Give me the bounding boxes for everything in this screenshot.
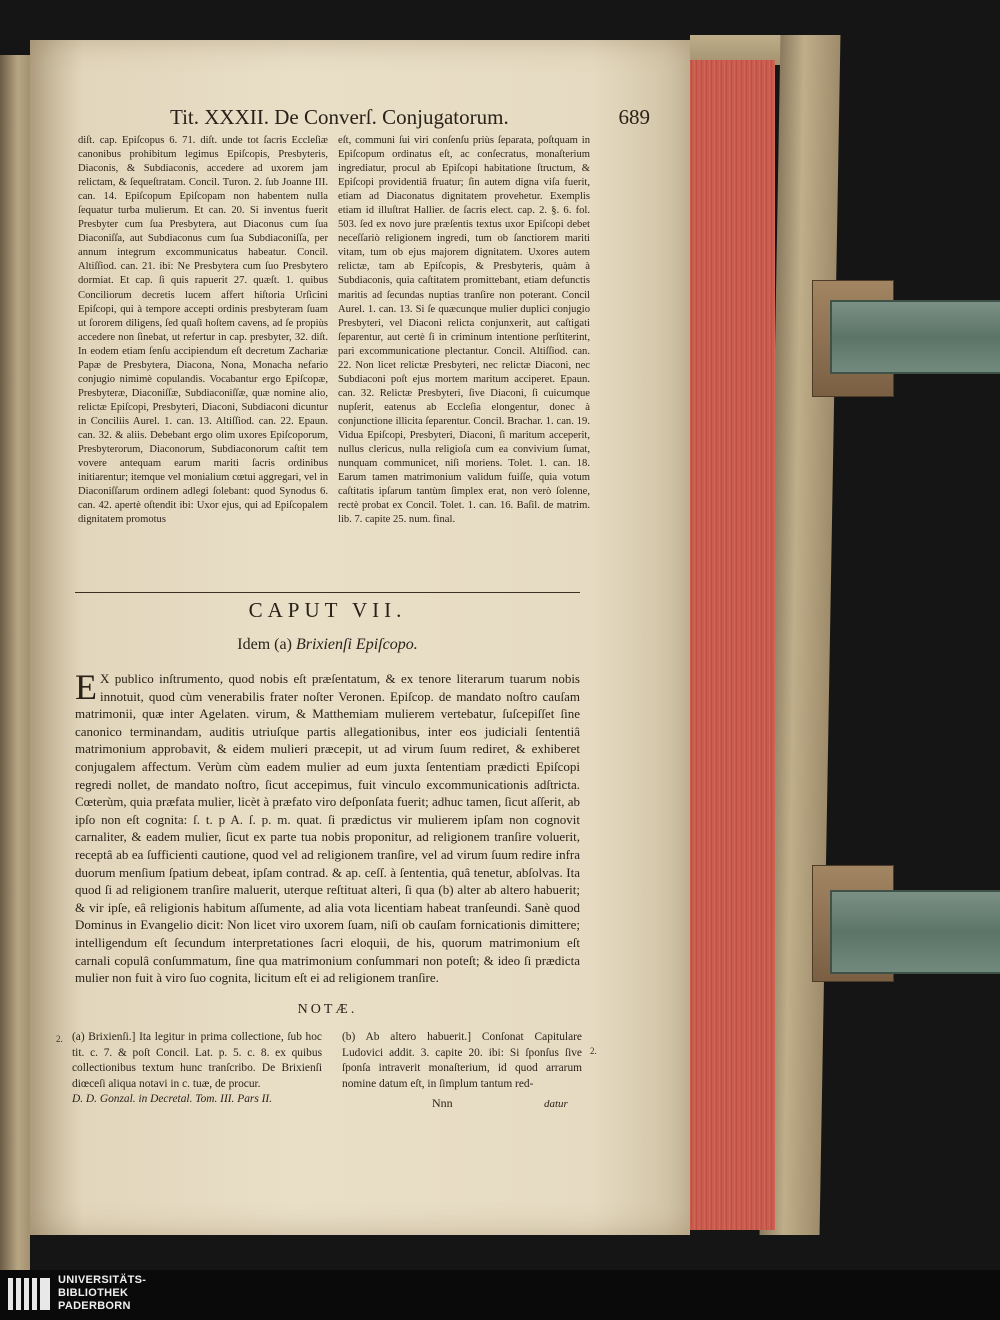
running-title: Tit. XXXII. De Converſ. Conjugatorum. xyxy=(170,105,509,129)
signature-mark: Nnn xyxy=(432,1096,453,1110)
clasp-top-icon xyxy=(830,300,1000,374)
note-b: (b) Ab altero habuerit.] Conſonat Capitulare Ludovici addit. 3. capite 20. ibi: Si ſponſus ſive ſponſa intraverit monaſterium, id quod arrarum nomine datum eſt, in ſimplum tantum red- xyxy=(342,1031,582,1090)
running-header xyxy=(170,105,650,133)
library-name-line2: BIBLIOTHEK xyxy=(58,1287,129,1299)
library-name xyxy=(58,1274,146,1313)
catchword: datur xyxy=(544,1098,568,1110)
page-number: 689 xyxy=(618,105,650,129)
subheading-prefix: Idem (a) xyxy=(237,636,292,653)
left-column-text: diſt. cap. Epiſcopus 6. 71. diſt. unde tot ſacris Eccleſiæ canonibus prohibitum legimus Epiſcopis, Presbyteris, Diaconis, & Subdiaconis, accedere ad uxorem jam relictam, & ſequeſtratam. Concil. Turon. 2. ſub Joanne III. can. 14. Epiſcopum Epiſcopam non habentem nulla ſequatur turba mulierum. Et can. 20. Si inventus fuerit Presbyter cum ſua Presbytera, aut Diaconus cum ſua Diaconiſſa, aut Subdiaconus cum ſua Subdiaconiſſa, per annum integrum excommunicatus habeatur. Concil. Altiſſiod. can. 21. ibi: Ne Presbytera cum ſuo Presbytero dormiat. Et cap. ſi quis rapuerit 27. quæſt. 1. quibus Conciliorum decretis lucem affert hiſtoria Urſicini Epiſcopi, qui à tempore accepti ordinis presbyteram ſuam ut ſororem diligens, ſed quaſi hoſtem cavens, ad ſe propiùs accedere non ſinebat, ut refertur in cap. presbyter, 32. diſt. In eodem etiam ſenſu accipiendum eſt decretum Zachariæ Papæ de Presbytera, Diacona, Nona, Monacha nefario conjugio nimìmè copulandis. Vocabantur ergo Epiſcopæ, Presbyteræ, Diaconiſſæ, Subdiaconiſſæ, quæ nomine alio, relictæ Epiſcopi, Presbyteri, Diaconi, Subdiaconi dicuntur in Conciliis Aurel. 1. can. 13. Altiſſiod. can. 22. Epaun. can. 32. & aliis. Debebant ergo olim uxores Epiſcoporum, Presbyterorum, Diaconorum, Subdiaconorum caſtit tem vovere antequam earum mariti ſacris ordinibus initiarentur; itemque vel monialium cœtui aggregari, vel in Diaconiſſarum ordinem adlegi ſolebant: quod Synodus 6. can. 42. apertè oſtendit ibi: Uxor ejus, qui ad Epiſcopalem dignitatem promotus xyxy=(78,135,328,526)
library-logo-icon xyxy=(8,1278,52,1310)
drop-cap: E xyxy=(75,667,97,707)
library-name-line1: UNIVERSITÄTS- xyxy=(58,1274,147,1286)
volume-signature: D. D. Gonzal. in Decretal. Tom. III. Pars II. xyxy=(72,1093,273,1106)
right-column-text: eſt, communi ſui viri conſenſu priùs ſeparata, poſtquam in Epiſcopum ordinatus eſt, ac conſecratus, monaſterium ingrediatur, procul ab Epiſcopi habitatione ſtructum, & Epiſcopi providentiâ fruatur; ſin autem digna viſa fuerit, etiam ad Diaconatus dignitatem provehetur. Exemplis etiam id illuſtrat Hallier. de ſacris elect. cap. 2. §. 6. fol. 503. ſed ex novo jure præſentis textus uxor Epiſcopi debet neceſſariò religionem ingredi, tum ob ſanctiorem mariti vitam, tum ob ejus majorem dignitatem. Uxores autem relictæ, tam ab Epiſcopis, & Presbyteris, quàm à Subdiaconis, quia caſtitatem promittebant, etiam defunctis maritis ad ſecundas nuptias tranſire non poterant. Concil Aurel. 1. can. 13. Si ſe quæcunque mulier duplici conjugio Presbyteri, vel Diaconi relicta conjunxerit, aut caſtigati ſeparentur, aut certè ſi in criminum intentione perſtiterint, pari excommunicatione plectantur. Concil. Altiſſiod. can. 22. Non licet relictæ Presbyteri, nec relictæ Diaconi, nec Subdiaconi poſt ejus mortem maritum acciperet. Epaun. can. 32. Relictæ Presbyteri, ſive Diaconi, ſi cuicumque nupſerit, eatenus ab Eccleſia elongentur, donec à conjunctione illicita ſeparentur. Concil. Brachar. 1. can. 19. Vidua Epiſcopi, Presbyteri, Diaconi, ſi maritum acceperit, nullus clericus, nulla religioſa cum ea convivium ſumat, nunquam communicet, niſi moriens. Tolet. 1. can. 18. Earum tamen matrimonium validum fuiſſe, quia votum caſtitatis ipſarum tantùm ſimplex erat, non verò ſolenne, rectè probat ex Concil. Tolet. 1. can. 16. Baſil. de matrim. lib. 7. capite 25. num. final. xyxy=(338,135,590,526)
section-rule xyxy=(75,592,580,593)
chapter-heading: CAPUT VII. xyxy=(248,598,407,622)
subheading-addressee: Brixienſi Epiſcopo. xyxy=(295,636,418,653)
library-name-line3: PADERBORN xyxy=(58,1300,131,1312)
note-a xyxy=(72,1030,322,1108)
facing-page-edge xyxy=(0,55,30,1270)
chapter-body-text: X publico inſtrumento, quod nobis eſt præſentatum, & ex tenore literarum tuarum nobis innotuit, quod cùm venerabilis frater noſter Veronen. Epiſcop. de mandato noſtro cauſam matrimonii, quæ inter Agelaten. virum, & Matthemiam mulierem vertebatur, ſuſcepiſſet ſine canonico terminandam, auditis utriuſque partis allegationibus, inter eos judiciali ſententiâ matrimonium approbavit, & eidem mulieri præcepit, ut ad virum ſuum rediret, & exhiberet conjugalem affectum. Verùm cùm eadem mulier ad eum juxta ſententiam prædicti Epiſcopi regredi nollet, de mandato noſtro, ſicut accepimus, fuit vinculo excommunicationis adſtricta. Cœterùm, quia præfata mulier, licèt à præfato viro deſponſata fuerit; adhuc tamen, ſicut aſſerit, ab ipſo non eſt cognita: ſ. t. p A. ſ. p. m. quat. ſi prædictus vir mulierem ipſam non cognovit carnaliter, & eadem mulier, ſicut ex parte tua nobis proponitur, ad religionem tranſire voluerit, receptâ ab ea ſufficienti cautione, quod vel ad religionem tranſire, vel ad virum ſuum redire infra duorum menſium ſpatium debeat, ipſam contrad. & ap. ceſſ. à ſententia, quâ tenetur, abſolvas. Ita quod ſi ad religionem tranſire maluerit, uterque reſtituat alteri, ſi qua (b) alter ab altero habuerit; & vir ipſe, eâ religionis habitum aſſumente, ad alia vota licentiam habeat tranſeundi. Sanè quod Dominus in Evangelio dicit: Non licet viro uxorem ſuam, niſi ob cauſam fornicationis dimittere; intelligendum eſt ſecundum interpretationes ſacri eloquii, de his, quorum matrimonium eſt carnali copulâ conſummatum, ſine qua matrimonium conſummari non poteſt; & ideo ſi prædicta mulier non fuit à viro ſuo cognita, licitum eſt ei ad religionem tranſire. xyxy=(75,671,580,986)
chapter-subheading xyxy=(75,636,580,654)
library-footer xyxy=(0,1270,1000,1320)
margin-mark-left: 2. xyxy=(56,1034,63,1044)
chapter-body xyxy=(75,667,580,987)
red-page-edges xyxy=(683,60,775,1230)
notes-heading: NOTÆ. xyxy=(297,1002,358,1017)
clasp-bottom-icon xyxy=(830,890,1000,974)
note-a-text: (a) Brixienſi.] Ita legitur in prima collectione, ſub hoc tit. c. 7. & poſt Concil. Lat. p. 5. c. 8. ex quibus collectionibus textum hunc tranſcribo. De Brixienſi diœceſi aliqua notavi in c. tuæ, de procur. xyxy=(72,1031,322,1090)
margin-mark-right: 2. xyxy=(590,1046,597,1056)
